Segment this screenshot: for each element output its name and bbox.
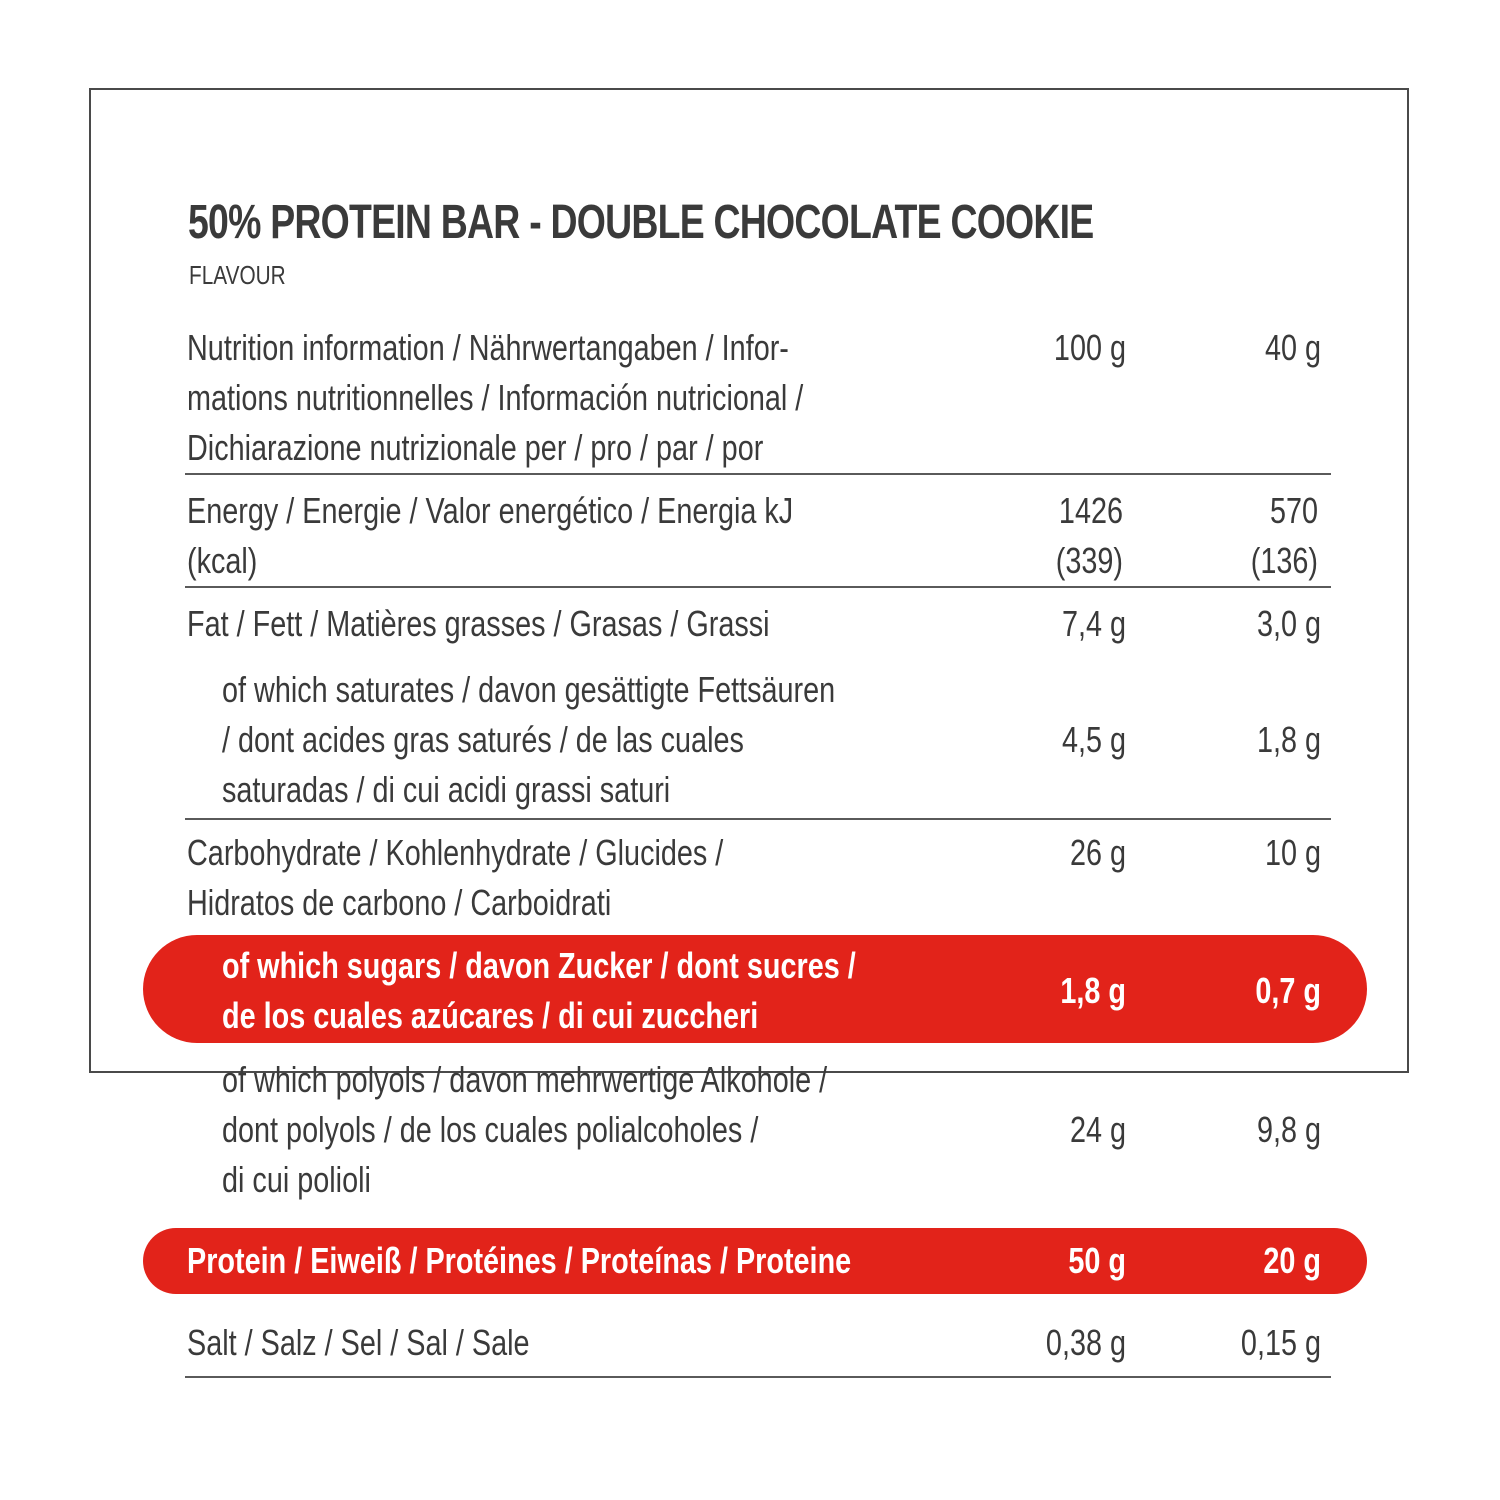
energy-value-100g: 1426 (339) xyxy=(1055,490,1123,581)
divider xyxy=(185,1376,1331,1378)
table-row-fat xyxy=(185,599,1331,649)
product-subtitle: FLAVOUR xyxy=(189,260,286,290)
polyols-value-100g: 24 g xyxy=(1069,1109,1126,1150)
table-row-protein xyxy=(185,1236,1331,1286)
table-row-polyols xyxy=(185,1055,1331,1205)
table-row-sugars xyxy=(185,941,1331,1041)
protein-value-100g: 50 g xyxy=(1068,1240,1126,1281)
fat-value-40g: 3,0 g xyxy=(1256,603,1321,644)
saturates-value-40g: 1,8 g xyxy=(1256,719,1321,760)
carbohydrate-value-40g: 10 g xyxy=(1264,832,1321,873)
sugars-value-100g: 1,8 g xyxy=(1060,970,1126,1011)
header-col-40g: 40 g xyxy=(1264,327,1321,368)
table-row-saturates xyxy=(185,665,1331,815)
saturates-value-100g: 4,5 g xyxy=(1061,719,1126,760)
divider xyxy=(185,818,1331,820)
table-header xyxy=(185,323,1331,473)
table-row-salt xyxy=(185,1318,1331,1368)
fat-label: Fat / Fett / Matières grasses / Grasas / Grassi xyxy=(187,603,770,644)
protein-label: Protein / Eiweiß / Protéines / Proteínas / Proteine xyxy=(187,1240,852,1281)
header-label: Nutrition information / Nährwertangaben / Infor- mations nutritionnelles / Información nutricional / Dichiarazione nutrizionale per / pro / par / por xyxy=(187,327,804,468)
salt-value-40g: 0,15 g xyxy=(1240,1322,1321,1363)
divider xyxy=(185,586,1331,588)
polyols-value-40g: 9,8 g xyxy=(1256,1109,1321,1150)
product-title: 50% PROTEIN BAR - DOUBLE CHOCOLATE COOKIE xyxy=(188,196,1094,249)
protein-value-40g: 20 g xyxy=(1263,1240,1321,1281)
salt-label: Salt / Salz / Sel / Sal / Sale xyxy=(187,1322,530,1363)
carbohydrate-value-100g: 26 g xyxy=(1069,832,1126,873)
sugars-label: of which sugars / davon Zucker / dont sucres / de los cuales azúcares / di cui zuccheri xyxy=(222,945,856,1036)
table-row-energy xyxy=(185,486,1331,586)
table-row-carbohydrate xyxy=(185,828,1331,928)
energy-value-40g: 570 (136) xyxy=(1250,490,1318,581)
header-col-100g: 100 g xyxy=(1053,327,1126,368)
salt-value-100g: 0,38 g xyxy=(1045,1322,1126,1363)
sugars-value-40g: 0,7 g xyxy=(1255,970,1321,1011)
divider xyxy=(185,473,1331,475)
polyols-label: of which polyols / davon mehrwertige Alkohole / dont polyols / de los cuales polialcoholes / di cui polioli xyxy=(222,1059,828,1200)
energy-label: Energy / Energie / Valor energético / Energia kJ (kcal) xyxy=(187,490,794,581)
fat-value-100g: 7,4 g xyxy=(1061,603,1126,644)
carbohydrate-label: Carbohydrate / Kohlenhydrate / Glucides / Hidratos de carbono / Carboidrati xyxy=(187,832,724,923)
saturates-label: of which saturates / davon gesättigte Fettsäuren / dont acides gras saturés / de las cuales saturadas / di cui acidi grassi saturi xyxy=(222,669,836,810)
